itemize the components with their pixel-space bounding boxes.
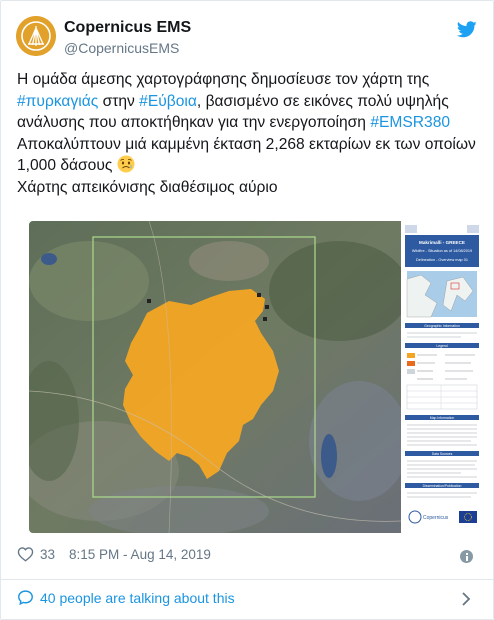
sad-relieved-face-icon [117,155,135,173]
tweet-line-3: Αποκαλύπτουν μιά καμμένη έκταση 2,268 εκταρίων εκ των οποίων 1,000 δάσους [17,135,476,174]
legend-title-1: Makrimalli - GREECE [419,240,465,245]
speech-bubble-icon [17,589,34,606]
map-legend-panel [401,221,483,533]
tweet-line-4: Χάρτης απεικόνισης διαθέσιμος αύριο [17,178,278,196]
info-icon[interactable] [460,550,473,563]
legend-section-dissem: Dissemination/Publication [422,484,462,488]
legend-title-3: Delineation - Overview map 01 [416,258,468,262]
tweet-line-1: Η ομάδα άμεσης χαρτογράφησης δημοσίευσε τον χάρτη της [17,71,430,88]
user-handle[interactable]: @CopernicusEMS [64,40,180,56]
map-image[interactable] [29,221,483,533]
tweet-line-2: , βασισμένο σε εικόνες πολύ υψηλής ανάλυσης που αποκτήθηκαν για την ενεργοποίηση [17,92,449,131]
tweet-text [17,69,479,198]
hashtag-emsr-link[interactable]: #EMSR380 [370,114,451,131]
avatar[interactable] [16,16,56,56]
tweet-timestamp[interactable]: 8:15 PM - Aug 14, 2019 [69,546,211,562]
conversation-link[interactable] [17,589,235,606]
legend-logo-text: Copernicus [423,515,449,521]
legend-graphic [401,221,483,533]
copernicus-logo-icon [16,16,56,56]
satellite-map [29,221,401,533]
hashtag-fire-link[interactable]: #πυρκαγιάς [17,92,99,110]
twitter-bird-icon[interactable] [457,21,477,38]
hashtag-evia-link[interactable]: #Εύβοια [139,92,197,110]
legend-title-2: Wildfire - Situation as of 14/08/2019 [411,249,473,253]
tweet-meta [17,546,211,562]
legend-section-geo: Geographic Information [424,324,460,328]
legend-section-legend: Legend [436,344,448,348]
like-count: 33 [40,546,56,562]
legend-section-about: Map Information [429,416,455,420]
display-name[interactable]: Copernicus EMS [64,19,192,36]
tweet-word-in: στην [98,92,140,110]
legend-section-data: Data Sources [431,452,453,456]
chevron-right-icon[interactable] [461,592,471,606]
conversation-count: 40 people are talking about this [40,589,235,606]
heart-icon[interactable] [17,546,34,562]
divider [1,579,493,580]
